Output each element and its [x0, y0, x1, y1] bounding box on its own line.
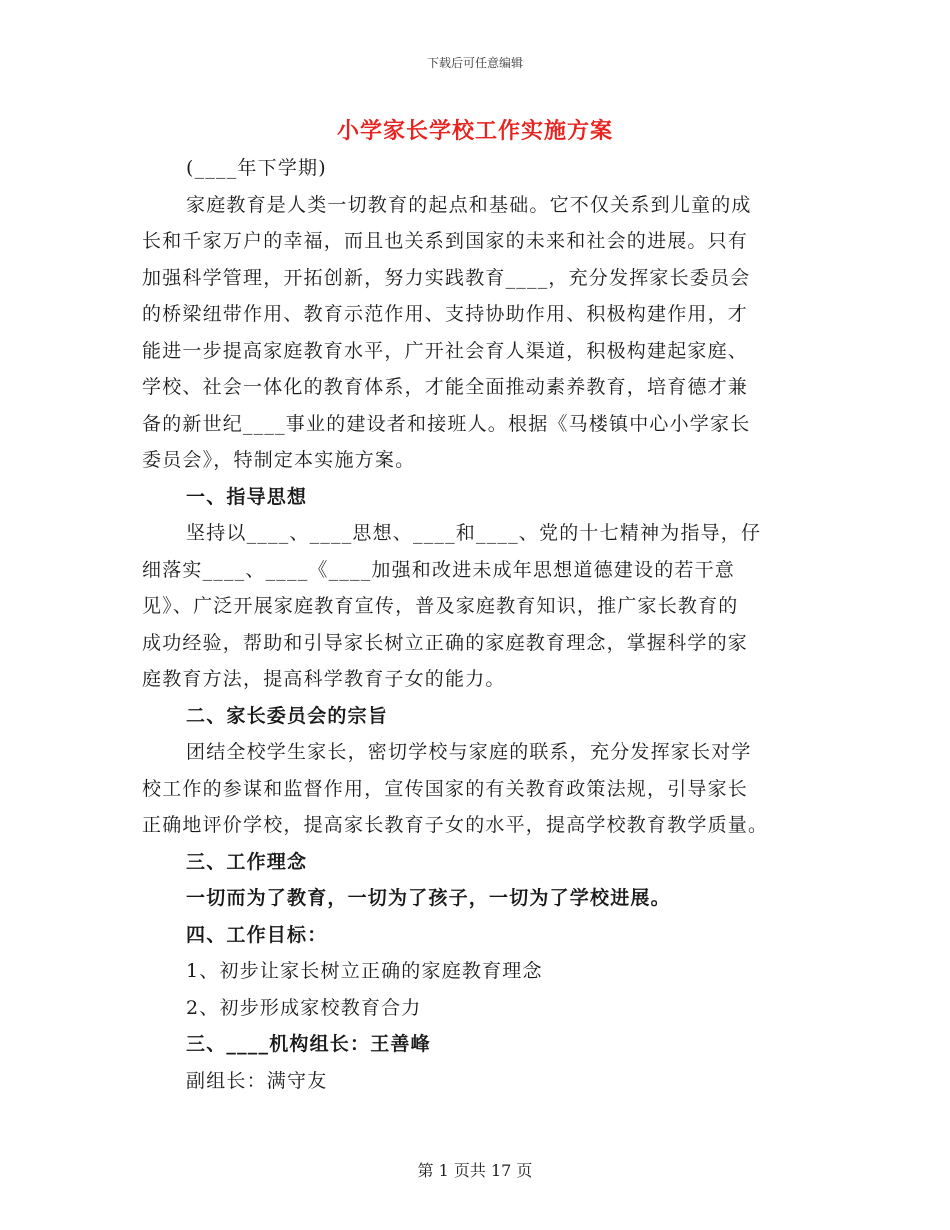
paragraph-line: 坚持以____、____思想、____和____、党的十七精神为指导，仔	[186, 522, 762, 544]
header-note: 下载后可任意编辑	[426, 56, 523, 70]
philosophy-motto: 一切而为了教育，一切为了孩子，一切为了学校进展。	[186, 887, 671, 909]
paragraph-line: 见》、广泛开展家庭教育宣传，普及家庭教育知识，推广家长教育的	[142, 595, 739, 617]
semester-line: (____年下学期)	[186, 157, 327, 179]
page-footer: 第 1 页共 17 页	[417, 1161, 533, 1180]
paragraph-line: 学校、社会一体化的教育体系，才能全面推动素养教育，培育德才兼	[142, 376, 749, 398]
paragraph-line: 加强科学管理，开拓创新，努力实践教育____，充分发挥家长委员会	[142, 266, 751, 289]
paragraph-line: 委员会》，特制定本实施方案。	[142, 449, 416, 471]
paragraph-line: 能进一步提高家庭教育水平，广开社会育人渠道，积极构建起家庭、	[142, 339, 749, 362]
paragraph-line: 家庭教育是人类一切教育的起点和基础。它不仅关系到儿童的成	[186, 193, 752, 216]
deputy-leader-line: 副组长：满守友	[186, 1069, 328, 1092]
section-heading-philosophy: 三、工作理念	[186, 850, 308, 873]
section-heading-purpose: 二、家长委员会的宗旨	[186, 704, 389, 727]
section-heading-organization: 三、____机构组长：王善峰	[186, 1033, 431, 1055]
document-title: 小学家长学校工作实施方案	[336, 118, 613, 144]
goal-item: 2、初步形成家校教育合力	[186, 996, 422, 1019]
guiding-thought-paragraph	[142, 515, 810, 698]
paragraph-line: 细落实____、____《____加强和改进未成年思想道德建设的若干意	[142, 558, 736, 581]
paragraph-line: 成功经验，帮助和引导家长树立正确的家庭教育理念，掌握科学的家	[142, 631, 749, 654]
paragraph-line: 长和千家万户的幸福，而且也关系到国家的未来和社会的进展。只有	[142, 230, 749, 252]
section-heading-goals: 四、工作目标：	[186, 923, 328, 946]
paragraph-line: 正确地评价学校，提高家长教育子女的水平，提高学校教育教学质量。	[142, 814, 769, 836]
intro-paragraph	[142, 187, 810, 479]
purpose-paragraph	[142, 734, 810, 844]
section-heading-guiding-thought: 一、指导思想	[186, 485, 308, 508]
goal-item: 1、初步让家长树立正确的家庭教育理念	[186, 960, 543, 982]
document-body	[142, 150, 810, 1099]
paragraph-line: 庭教育方法，提高科学教育子女的能力。	[142, 668, 506, 690]
paragraph-line: 团结全校学生家长，密切学校与家庭的联系，充分发挥家长对学	[186, 741, 752, 763]
paragraph-line: 备的新世纪____事业的建设者和接班人。根据《马楼镇中心小学家长	[142, 412, 751, 435]
paragraph-line: 的桥梁纽带作用、教育示范作用、支持协助作用、积极构建作用，才	[142, 303, 749, 325]
paragraph-line: 校工作的参谋和监督作用，宣传国家的有关教育政策法规，引导家长	[142, 777, 749, 800]
